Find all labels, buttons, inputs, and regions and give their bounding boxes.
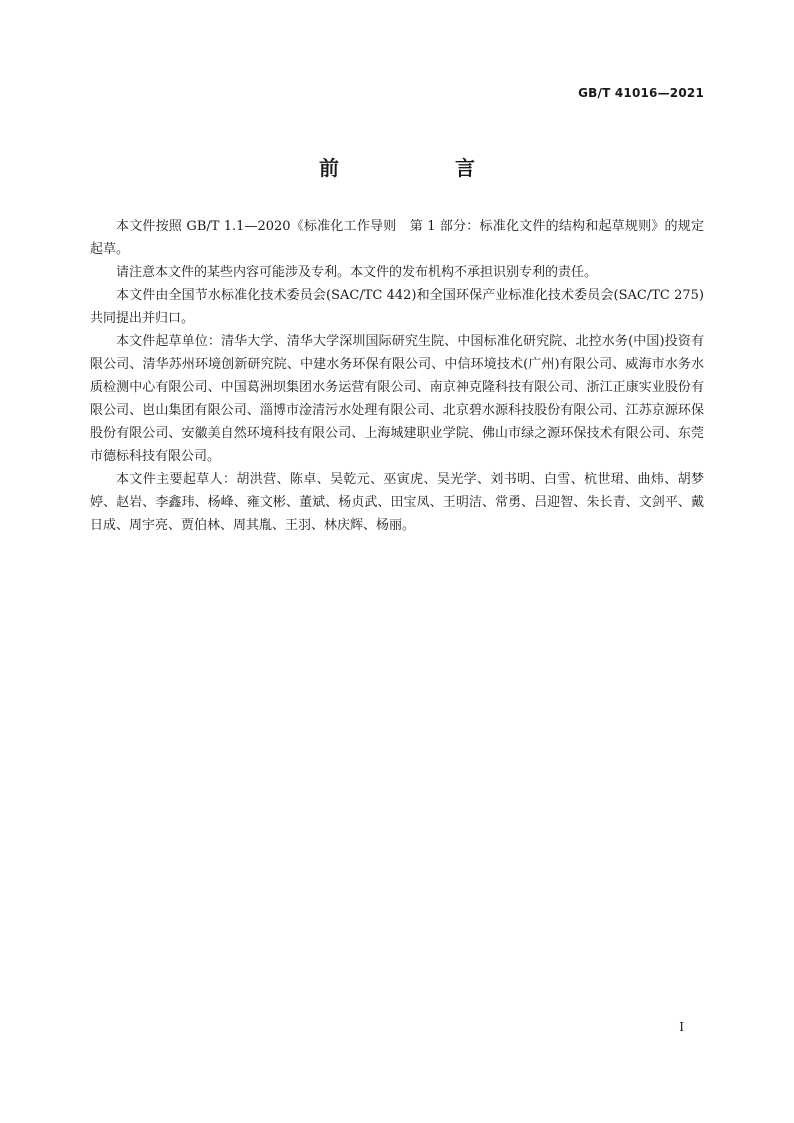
page-title: 前 言 xyxy=(319,156,523,180)
foreword-body xyxy=(90,215,704,537)
paragraph-main-drafters: 本文件主要起草人：胡洪营、陈卓、吴乾元、巫寅虎、吴光学、刘书明、白雪、杭世珺、曲炜、胡梦婷、赵岩、李鑫玮、杨峰、雍文彬、董斌、杨贞武、田宝凤、王明洁、常勇、吕迎智、朱长青、文剑平、戴日成、周宇亮、贾伯林、周其胤、王羽、林庆辉、杨丽。 xyxy=(90,472,704,533)
page-number: I xyxy=(679,1020,684,1034)
paragraph-drafting-rules: 本文件按照 GB/T 1.1—2020《标准化工作导则 第 1 部分：标准化文件的结构和起草规则》的规定起草。 xyxy=(90,219,704,257)
paragraph-proposing-committees: 本文件由全国节水标准化技术委员会(SAC/TC 442)和全国环保产业标准化技术委员会(SAC/TC 275)共同提出并归口。 xyxy=(90,288,704,326)
paragraph-patent-notice: 请注意本文件的某些内容可能涉及专利。本文件的发布机构不承担识别专利的责任。 xyxy=(116,265,598,280)
paragraph-drafting-organizations: 本文件起草单位：清华大学、清华大学深圳国际研究生院、中国标准化研究院、北控水务(中国)投资有限公司、清华苏州环境创新研究院、中建水务环保有限公司、中信环境技术(广州)有限公司、威海市水务水质检测中心有限公司、中国葛洲坝集团水务运营有限公司、南京神克隆科技有限公司、浙江正康实业股份有限公司、岜山集团有限公司、淄博市淦清污水处理有限公司、北京碧水源科技股份有限公司、江苏京源环保股份有限公司、安徽美自然环境科技有限公司、上海城建职业学院、佛山市绿之源环保技术有限公司、东莞市德标科技有限公司。 xyxy=(90,334,704,464)
standard-code: GB/T 41016—2021 xyxy=(578,86,704,100)
